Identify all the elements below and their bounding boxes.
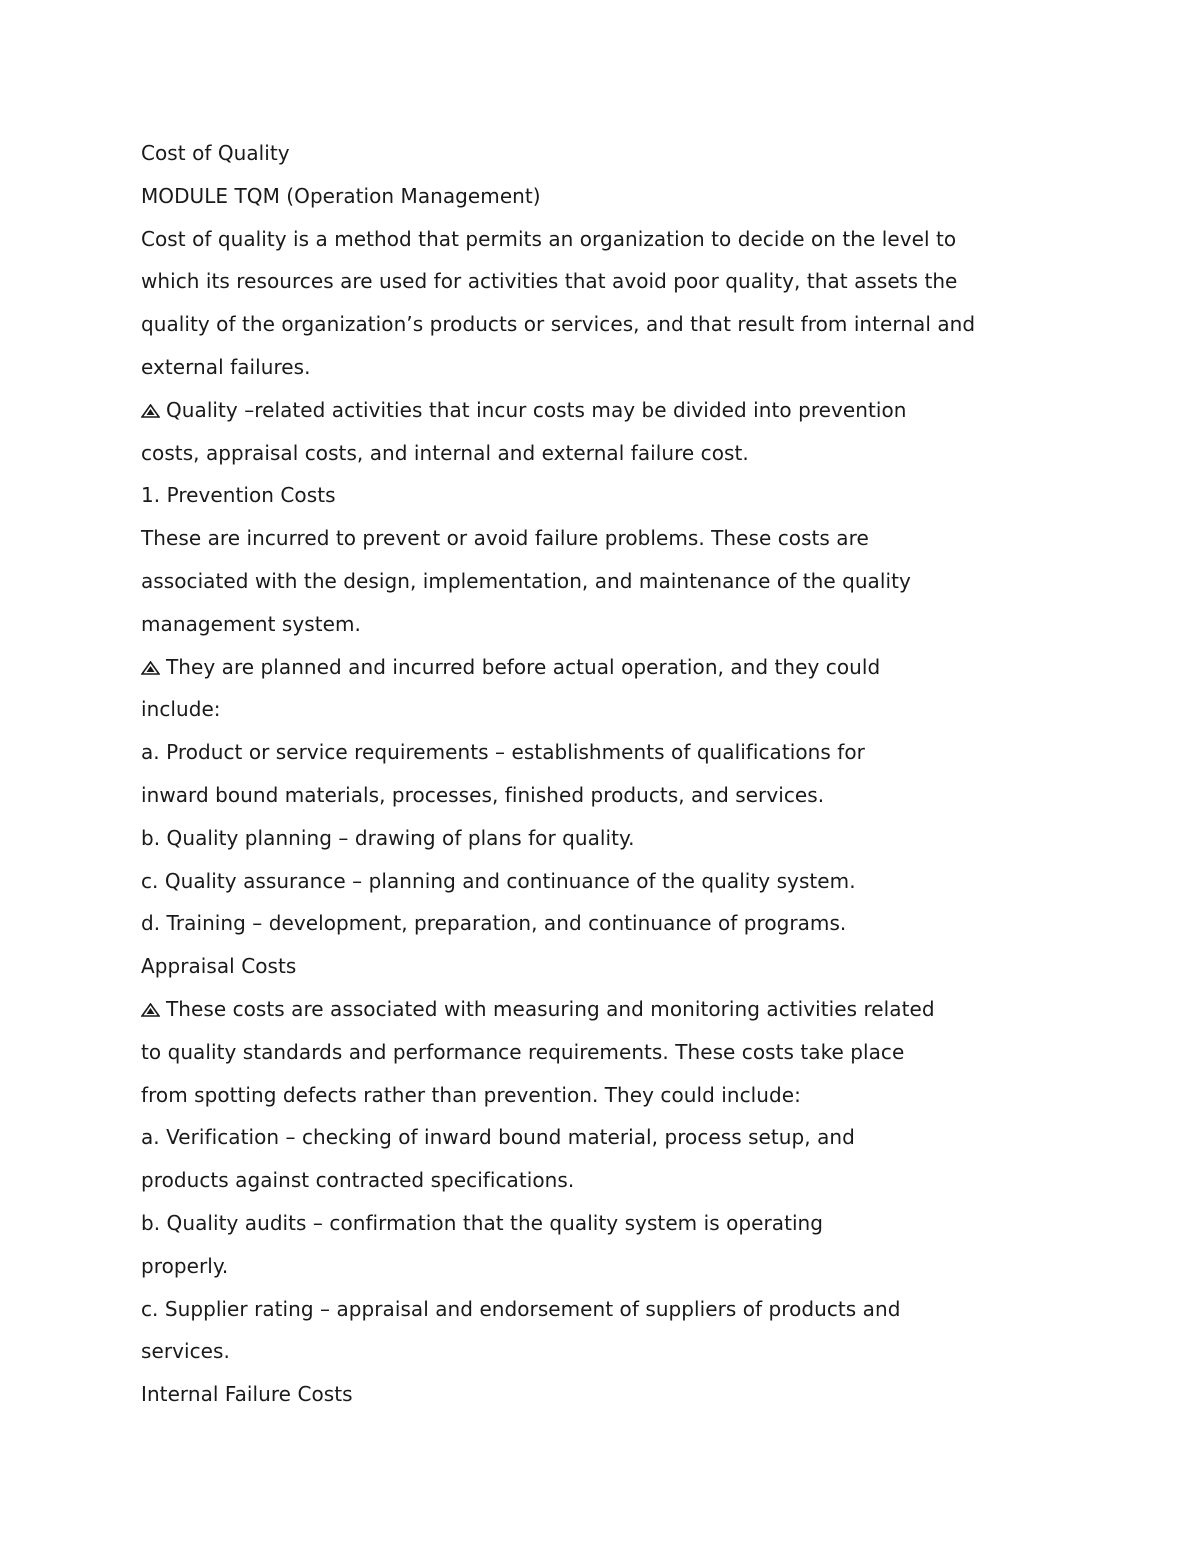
appraisal-item: c. Supplier rating – appraisal and endorsement of suppliers of products and bbox=[141, 1296, 901, 1321]
prevention-item: c. Quality assurance – planning and continuance of the quality system. bbox=[141, 868, 856, 893]
intro-line: Cost of quality is a method that permits an organization to decide on the level to bbox=[141, 226, 957, 251]
bullet-text: Quality –related activities that incur costs may be divided into prevention bbox=[166, 397, 907, 422]
bullet-continuation: costs, appraisal costs, and internal and external failure cost. bbox=[141, 440, 749, 465]
section-heading-prevention: 1. Prevention Costs bbox=[141, 483, 336, 508]
appraisal-item: a. Verification – checking of inward bound material, process setup, and bbox=[141, 1125, 855, 1150]
prevention-item: b. Quality planning – drawing of plans for quality. bbox=[141, 825, 635, 850]
intro-line: quality of the organization’s products or services, and that result from internal and bbox=[141, 312, 976, 337]
document-page bbox=[141, 132, 1101, 1416]
prevention-item: d. Training – development, preparation, and continuance of programs. bbox=[141, 911, 847, 936]
prevention-desc-line: These are incurred to prevent or avoid failure problems. These costs are bbox=[141, 526, 869, 551]
bullet-line bbox=[141, 646, 1101, 689]
section-heading-internal-failure: Internal Failure Costs bbox=[141, 1382, 353, 1407]
bullet-text: These costs are associated with measuring and monitoring activities related bbox=[166, 996, 935, 1021]
bullet-continuation: include: bbox=[141, 697, 221, 722]
bullet-text: They are planned and incurred before actual operation, and they could bbox=[166, 654, 881, 679]
prevention-item: inward bound materials, processes, finished products, and services. bbox=[141, 782, 825, 807]
bullet-line bbox=[141, 389, 1101, 432]
prevention-desc-line: associated with the design, implementation, and maintenance of the quality bbox=[141, 568, 911, 593]
bullet-line bbox=[141, 988, 1101, 1031]
bullet-continuation: from spotting defects rather than prevention. They could include: bbox=[141, 1082, 801, 1107]
prevention-desc-line: management system. bbox=[141, 611, 361, 636]
prevention-item: a. Product or service requirements – establishments of qualifications for bbox=[141, 740, 865, 765]
document-title: Cost of Quality bbox=[141, 141, 290, 165]
appraisal-item: products against contracted specifications. bbox=[141, 1168, 575, 1193]
appraisal-item: b. Quality audits – confirmation that the quality system is operating bbox=[141, 1210, 824, 1235]
intro-line: which its resources are used for activities that avoid poor quality, that assets the bbox=[141, 269, 958, 294]
warning-triangle-icon bbox=[141, 404, 160, 418]
warning-triangle-icon bbox=[141, 661, 160, 675]
intro-line: external failures. bbox=[141, 354, 311, 379]
bullet-continuation: to quality standards and performance requirements. These costs take place bbox=[141, 1039, 905, 1064]
warning-triangle-icon bbox=[141, 1003, 160, 1017]
module-label: MODULE TQM (Operation Management) bbox=[141, 183, 541, 208]
appraisal-item: properly. bbox=[141, 1253, 229, 1278]
appraisal-item: services. bbox=[141, 1339, 230, 1364]
section-heading-appraisal: Appraisal Costs bbox=[141, 954, 297, 979]
